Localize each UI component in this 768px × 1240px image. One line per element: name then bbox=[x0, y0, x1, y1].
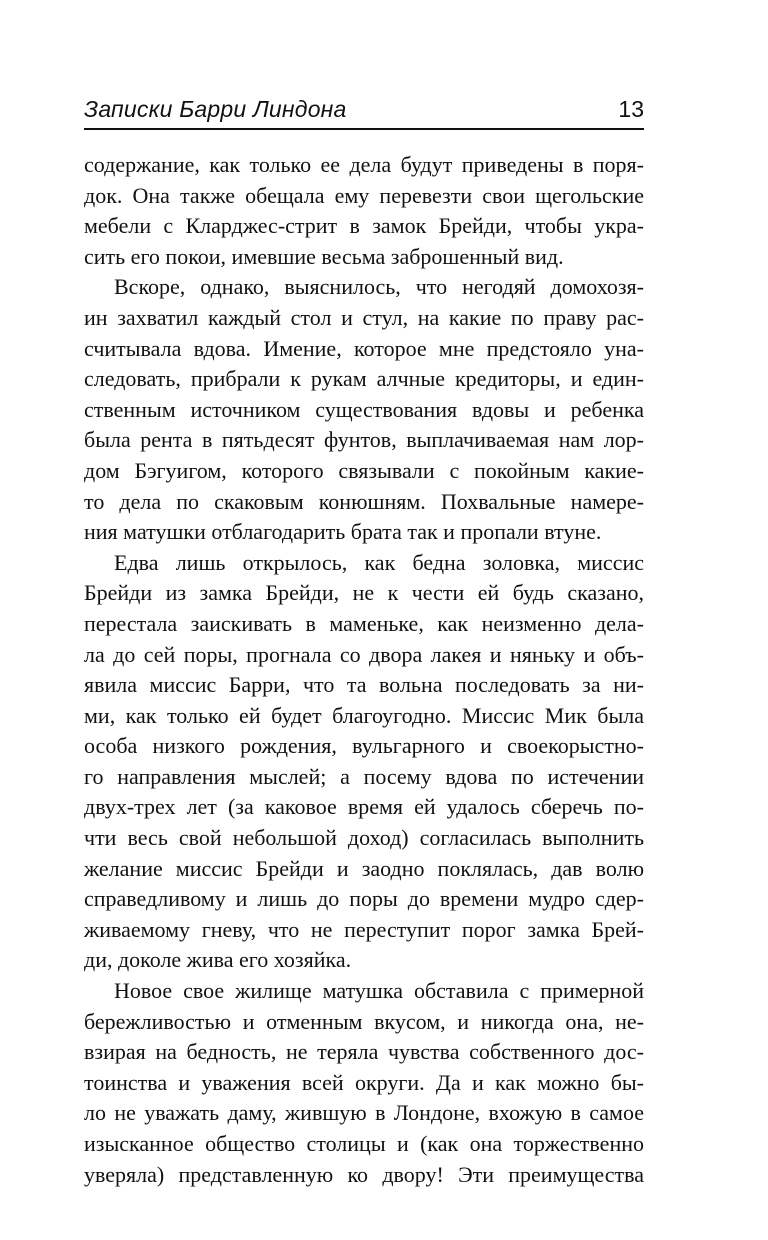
text-line: особа низкого рождения, вульгарного и своекорыстно- bbox=[84, 733, 644, 759]
text-line: Брейди из замка Брейди, не к чести ей будь сказано, bbox=[84, 580, 644, 606]
text-line: ния матушки отблагодарить брата так и пропали втуне. bbox=[84, 519, 602, 545]
text-line: уверяла) представленную ко двору! Эти преимущества bbox=[84, 1161, 644, 1187]
text-line: дом Бэгуигом, которого связывали с покойным какие- bbox=[84, 457, 644, 483]
text-line: мебели с Кларджес-стрит в замок Брейди, чтобы укра- bbox=[84, 213, 644, 239]
text-line: ди, доколе жива его хозяйка. bbox=[84, 947, 352, 973]
text-line: ственным источником существования вдовы и ребенка bbox=[84, 396, 644, 422]
text-line: была рента в пятьдесят фунтов, выплачиваемая нам лор- bbox=[84, 427, 644, 453]
text-line: справедливому и лишь до поры до времени мудро сдер- bbox=[84, 886, 644, 912]
paragraph-1 bbox=[84, 150, 644, 272]
text-line: го направления мыслей; а посему вдова по истечении bbox=[84, 763, 644, 789]
paragraph-4 bbox=[84, 976, 644, 1190]
text-line: Едва лишь открылось, как бедна золовка, миссис bbox=[114, 549, 644, 575]
text-line: перестала заискивать в маменьке, как неизменно дела- bbox=[84, 610, 644, 636]
book-title: Записки Барри Линдона bbox=[84, 96, 347, 122]
text-line: то дела по скаковым конюшням. Похвальные намере- bbox=[84, 488, 644, 514]
body-text bbox=[84, 150, 644, 1190]
text-line: Вскоре, однако, выяснилось, что негодяй домохозя- bbox=[114, 274, 644, 300]
text-line: чти весь свой небольшой доход) согласилась выполнить bbox=[84, 825, 644, 851]
text-line: желание миссис Брейди и заодно поклялась, дав волю bbox=[84, 855, 644, 881]
text-line: сить его покои, имевшие весьма заброшенный вид. bbox=[84, 243, 564, 269]
text-line: изысканное общество столицы и (как она торжественно bbox=[84, 1131, 644, 1156]
text-line: следовать, прибрали к рукам алчные кредиторы, и един- bbox=[84, 366, 644, 392]
text-line: считывала вдова. Имение, которое мне предстояло уна- bbox=[84, 335, 644, 361]
text-line: двух-трех лет (за каковое время ей удалось сберечь по- bbox=[84, 794, 644, 820]
text-line: содержание, как только ее дела будут приведены в поря- bbox=[84, 152, 644, 177]
text-line: ми, как только ей будет благоугодно. Миссис Мик была bbox=[84, 702, 644, 728]
text-line: ло не уважать даму, жившую в Лондоне, вхожую в самое bbox=[84, 1100, 644, 1126]
paragraph-2 bbox=[84, 272, 644, 547]
running-head bbox=[84, 92, 644, 130]
text-line: док. Она также обещала ему перевезти свои щегольские bbox=[84, 182, 644, 208]
text-line: ин захватил каждый стол и стул, на какие по праву рас- bbox=[84, 304, 644, 330]
text-line: явила миссис Барри, что та вольна последовать за ни- bbox=[84, 672, 644, 698]
text-line: Новое свое жилище матушка обставила с примерной bbox=[114, 978, 644, 1004]
page-number: 13 bbox=[618, 96, 644, 122]
text-line: тоинства и уважения всей округи. Да и как можно бы- bbox=[84, 1069, 644, 1095]
paragraph-3 bbox=[84, 548, 644, 976]
text-line: бережливостью и отменным вкусом, и никогда она, не- bbox=[84, 1008, 644, 1034]
text-line: ла до сей поры, прогнала со двора лакея и няньку и объ- bbox=[84, 641, 644, 667]
text-line: живаемому гневу, что не переступит порог замка Брей- bbox=[84, 916, 644, 942]
text-line: взирая на бедность, не теряла чувства собственного дос- bbox=[84, 1039, 644, 1065]
